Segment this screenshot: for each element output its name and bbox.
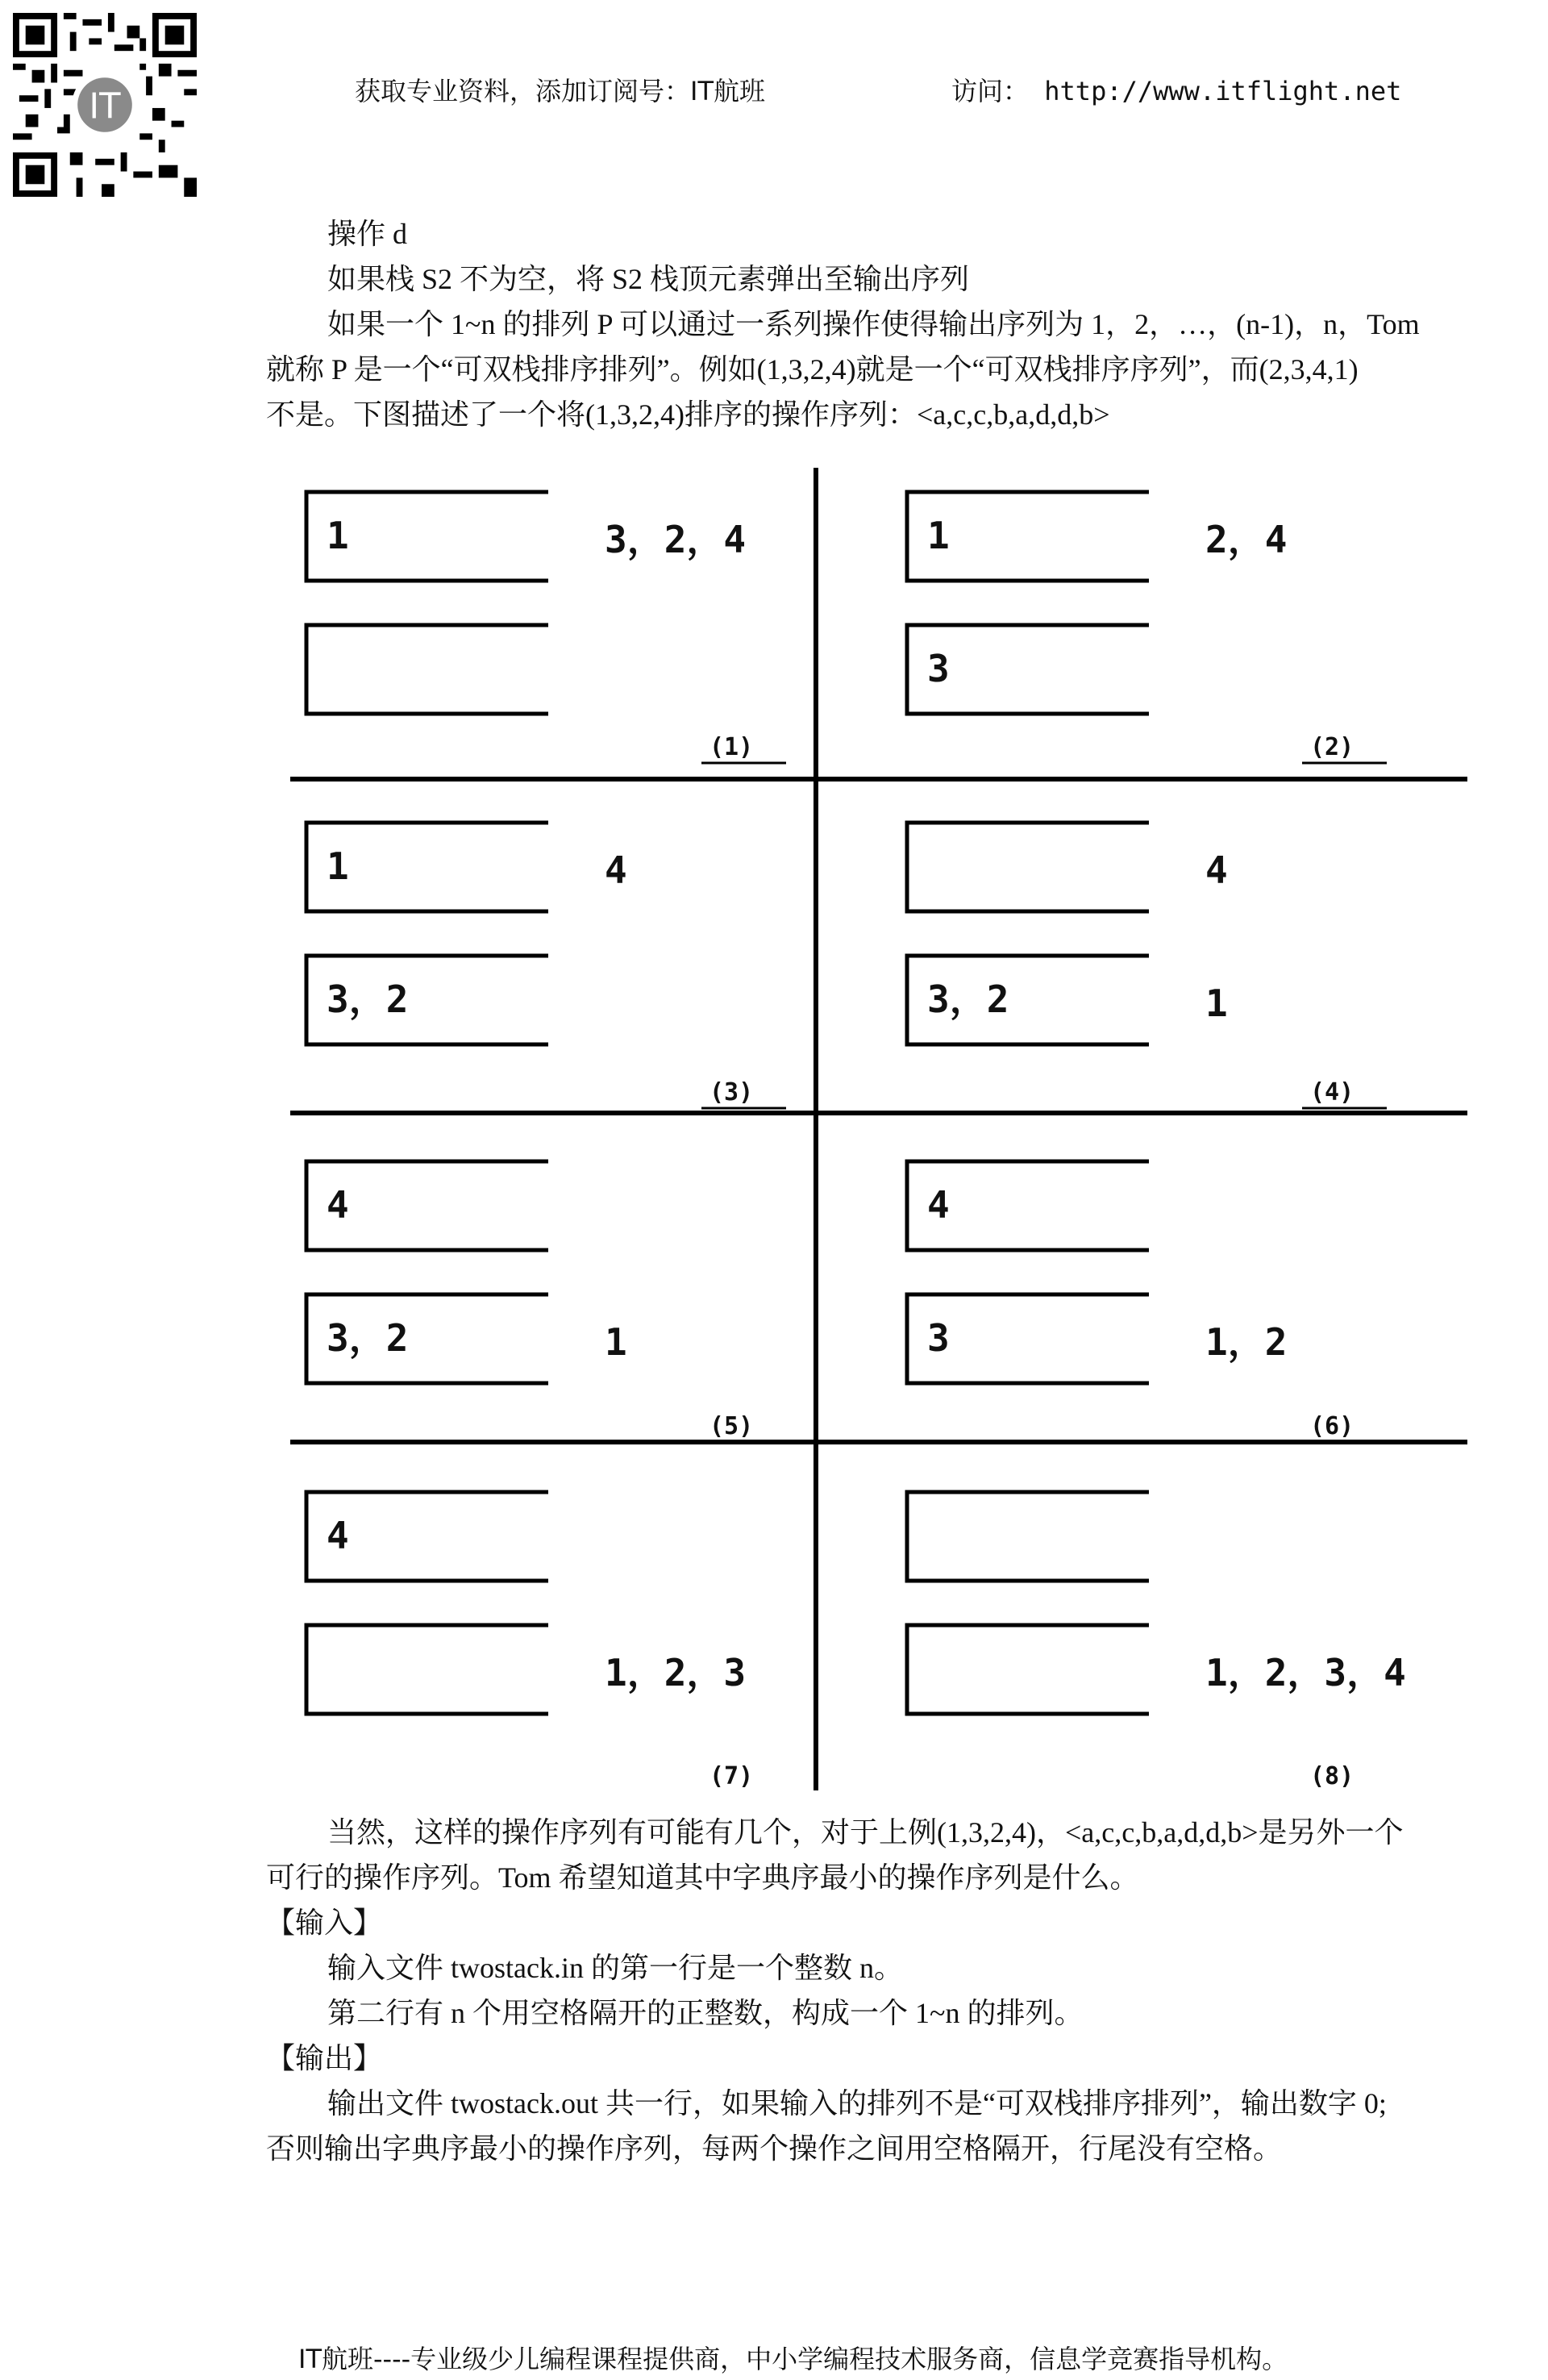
paragraph-line: 如果一个 1~n 的排列 P 可以通过一系列操作使得输出序列为 1，2，…，(n-1)，n，Tom [327, 308, 1420, 340]
panel-label: (4) [1310, 1078, 1354, 1107]
svg-text:IT: IT [89, 86, 121, 127]
s1-contents: 4 [927, 1183, 950, 1227]
paragraph-line: 可行的操作序列。Tom 希望知道其中字典序最小的操作序列是什么。 [266, 1861, 1139, 1894]
output-contents: 1，2，3，4 [1205, 1651, 1406, 1694]
panel-label: (3) [710, 1078, 754, 1107]
paragraph-line: 不是。下图描述了一个将(1,3,2,4)排序的操作序列：<a,c,c,b,a,d,d,b> [266, 398, 1110, 431]
panel-label: (5) [710, 1412, 754, 1440]
s1-contents: 4 [327, 1514, 349, 1557]
input-queue-contents: 4 [605, 848, 627, 892]
header-website-text: 访问： http://www.itflight.net [951, 76, 1402, 106]
output-contents: 1 [605, 1320, 627, 1364]
input-line-1: 输入文件 twostack.in 的第一行是一个整数 n。 [327, 1952, 903, 1984]
stack-s2-box [306, 625, 548, 714]
input-queue-contents: 3，2，4 [605, 518, 747, 561]
output-line-1: 输出文件 twostack.out 共一行，如果输入的排列不是“可双栈排序排列”，输出数字 0; [327, 2087, 1387, 2119]
operation-d-title: 操作 d [327, 218, 408, 250]
s1-contents: 4 [327, 1183, 349, 1227]
qr-code-image [13, 13, 197, 197]
s2-contents: 3，2 [327, 977, 409, 1021]
header-subscription-text: 获取专业资料，添加订阅号：IT航班 [355, 76, 765, 106]
panel-label: (2) [1310, 733, 1354, 761]
footer-text: IT航班----专业级少儿编程课程提供商，中小学编程技术服务商，信息学竞赛指导机构。 [298, 2344, 1288, 2374]
s1-contents: 1 [327, 844, 349, 888]
panel-label: (7) [710, 1762, 754, 1790]
operation-d-description: 如果栈 S2 不为空，将 S2 栈顶元素弹出至输出序列 [327, 263, 970, 295]
input-heading: 【输入】 [266, 1907, 383, 1939]
paragraph-line: 当然，这样的操作序列有可能有几个，对于上例(1,3,2,4)，<a,c,c,b,a,d,d,b>是另外一个 [327, 1816, 1404, 1849]
stack-s1-box [907, 1492, 1149, 1581]
s1-contents: 1 [927, 514, 950, 557]
s2-contents: 3 [927, 1316, 950, 1360]
output-line-2: 否则输出字典序最小的操作序列，每两个操作之间用空格隔开，行尾没有空格。 [266, 2132, 1283, 2165]
stack-s2-box [907, 1625, 1149, 1714]
s2-contents: 3，2 [927, 977, 1009, 1021]
s2-contents: 3 [927, 647, 950, 690]
panel-label: (1) [710, 733, 754, 761]
output-contents: 1，2，3 [605, 1651, 747, 1694]
input-queue-contents: 4 [1205, 848, 1228, 892]
stack-s2-box [306, 1625, 548, 1714]
output-contents: 1 [1205, 982, 1228, 1025]
input-queue-contents: 2，4 [1205, 518, 1288, 561]
output-heading: 【输出】 [266, 2042, 383, 2074]
panel-label: (8) [1310, 1762, 1354, 1790]
two-stack-sort-diagram [282, 460, 1467, 1790]
output-contents: 1，2 [1205, 1320, 1288, 1364]
s2-contents: 3，2 [327, 1316, 409, 1360]
s1-contents: 1 [327, 514, 349, 557]
stack-s1-box [907, 823, 1149, 911]
panel-label: (6) [1310, 1412, 1354, 1440]
paragraph-line: 就称 P 是一个“可双栈排序排列”。例如(1,3,2,4)就是一个“可双栈排序序列”，而(2,3,4,1) [266, 353, 1359, 386]
input-line-2: 第二行有 n 个用空格隔开的正整数，构成一个 1~n 的排列。 [327, 1997, 1084, 2029]
